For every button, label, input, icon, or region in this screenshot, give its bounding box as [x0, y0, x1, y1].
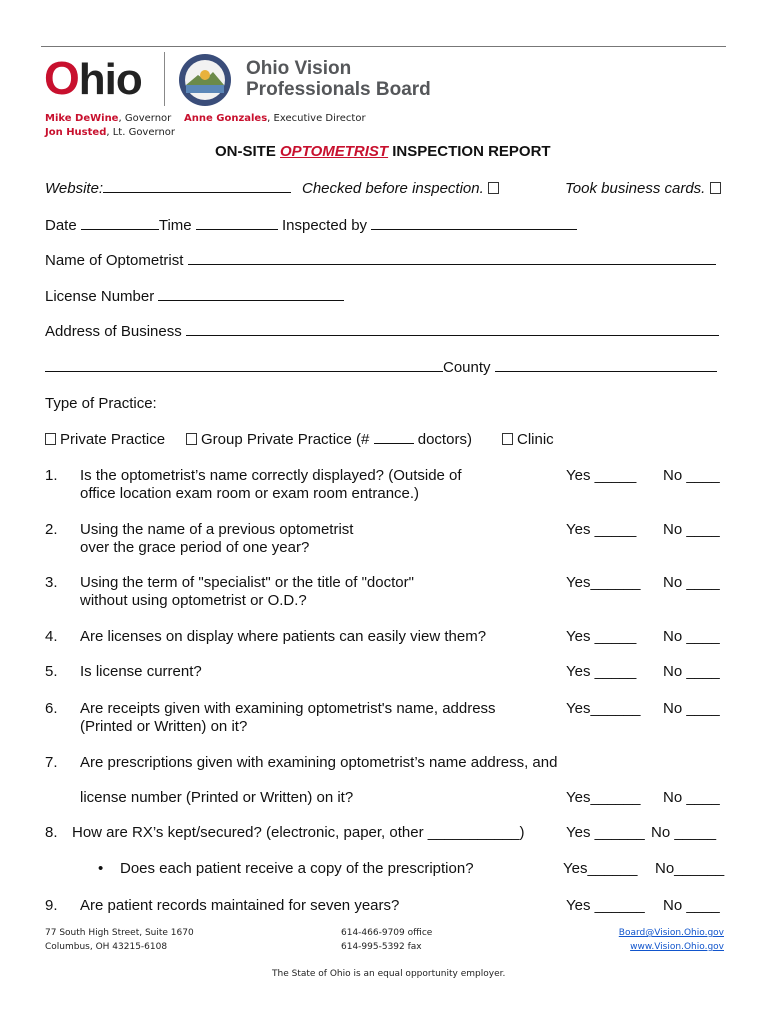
title-highlight: OPTOMETRIST: [280, 143, 389, 160]
question-number: 8.: [45, 824, 58, 841]
county-label: County: [443, 359, 491, 376]
date-time-row: [45, 217, 577, 234]
question-number: 6.: [45, 700, 58, 717]
answer-yes[interactable]: Yes ______: [566, 824, 645, 841]
answer-no[interactable]: No ____: [663, 897, 720, 914]
answer-yes[interactable]: Yes______: [563, 860, 638, 877]
question-text: Using the name of a previous optometrist: [80, 521, 354, 538]
board-name-line1: Ohio Vision: [246, 58, 352, 79]
answer-yes[interactable]: Yes _____: [566, 663, 637, 680]
answer-yes[interactable]: Yes______: [566, 789, 641, 806]
governor-title: , Governor: [118, 113, 172, 124]
clinic-option[interactable]: Clinic: [502, 431, 554, 448]
footer-phone: [341, 926, 432, 954]
footer-eeo-statement: The State of Ohio is an equal opportunity employer.: [272, 969, 506, 979]
website-field[interactable]: [103, 192, 291, 193]
question-text-continued: (Printed or Written) on it?: [80, 718, 248, 735]
director-title: , Executive Director: [267, 113, 366, 124]
footer-address: [45, 926, 194, 954]
answer-no[interactable]: No ____: [663, 789, 720, 806]
governor-line: [45, 113, 171, 124]
footer-address-line1: 77 South High Street, Suite 1670: [45, 928, 194, 938]
question-text: Is the optometrist’s name correctly displayed? (Outside of: [80, 467, 462, 484]
cards-checkbox[interactable]: [710, 182, 721, 194]
date-field[interactable]: [81, 229, 159, 230]
private-checkbox[interactable]: [45, 433, 56, 445]
question-text: Are patient records maintained for seven years?: [80, 897, 400, 914]
website-label: Website:: [45, 180, 291, 197]
question-number: 5.: [45, 663, 58, 680]
address-row: [45, 323, 719, 340]
answer-no[interactable]: No ____: [663, 574, 720, 591]
address-label: Address of Business: [45, 323, 182, 340]
question-number: •: [98, 860, 104, 877]
group-checkbox[interactable]: [186, 433, 197, 445]
lt-governor-title: , Lt. Governor: [106, 127, 176, 138]
address-field[interactable]: [186, 335, 719, 336]
title-suffix: INSPECTION REPORT: [388, 143, 551, 160]
answer-no[interactable]: No ____: [663, 467, 720, 484]
time-field[interactable]: [196, 229, 278, 230]
answer-no[interactable]: No ____: [663, 628, 720, 645]
question-number: 1.: [45, 467, 58, 484]
answer-yes[interactable]: Yes _____: [566, 521, 637, 538]
header-rule: [41, 46, 726, 47]
answer-yes[interactable]: Yes _____: [566, 467, 637, 484]
answer-yes[interactable]: Yes _____: [566, 628, 637, 645]
question-text: Are licenses on display where patients can easily view them?: [80, 628, 487, 645]
answer-no[interactable]: No _____: [651, 824, 717, 841]
question-text-continued: office location exam room or exam room entrance.): [80, 485, 420, 502]
answer-yes[interactable]: Yes ______: [566, 897, 645, 914]
answer-yes[interactable]: Yes______: [566, 574, 641, 591]
optometrist-name-label: Name of Optometrist: [45, 252, 184, 269]
header-divider: [164, 52, 165, 106]
director-name: Anne Gonzales: [184, 113, 268, 124]
answer-no[interactable]: No ____: [663, 521, 720, 538]
answer-yes[interactable]: Yes______: [566, 700, 641, 717]
group-practice-option[interactable]: Group Private Practice (# doctors): [186, 431, 472, 448]
lt-governor-line: [45, 127, 175, 138]
state-seal-icon: [178, 53, 232, 107]
time-label: Time: [158, 217, 192, 234]
address-line2-field[interactable]: [45, 371, 443, 372]
footer-email-link[interactable]: Board@Vision.Ohio.gov: [618, 928, 724, 938]
ohio-logo: Ohio: [44, 52, 142, 104]
clinic-checkbox[interactable]: [502, 433, 513, 445]
checked-checkbox[interactable]: [488, 182, 499, 194]
license-number-label: License Number: [45, 288, 155, 305]
date-label: Date: [45, 217, 77, 234]
answer-no[interactable]: No ____: [663, 663, 720, 680]
board-name-line2: Professionals Board: [246, 79, 431, 100]
type-of-practice-label: Type of Practice:: [45, 395, 157, 412]
lt-governor-name: Jon Husted: [45, 127, 107, 138]
answer-no[interactable]: No______: [655, 860, 725, 877]
question-number: 7.: [45, 754, 58, 771]
question-text: Are prescriptions given with examining optometrist’s name address, and: [80, 754, 558, 771]
question-number: 2.: [45, 521, 58, 538]
doctors-count-field[interactable]: [374, 443, 414, 444]
question-text: Are receipts given with examining optometrist's name, address: [80, 700, 496, 717]
question-text-continued: license number (Printed or Written) on it?: [80, 789, 354, 806]
question-number: 4.: [45, 628, 58, 645]
question-text: Does each patient receive a copy of the prescription?: [120, 860, 474, 877]
optometrist-name-field[interactable]: [188, 264, 716, 265]
footer-address-line2: Columbus, OH 43215-6108: [45, 942, 168, 952]
report-title: [215, 143, 551, 160]
footer-phone-office: 614-466-9709 office: [341, 928, 433, 938]
footer-phone-fax: 614-995-5392 fax: [341, 942, 422, 952]
question-text: How are RX’s kept/secured? (electronic, paper, other ___________): [72, 824, 525, 841]
license-number-field[interactable]: [158, 300, 344, 301]
footer-contact: [619, 926, 724, 954]
inspected-by-field[interactable]: [371, 229, 577, 230]
question-text-continued: over the grace period of one year?: [80, 539, 310, 556]
director-line: [184, 113, 366, 124]
license-number-row: [45, 288, 344, 305]
question-text: Using the term of "specialist" or the title of "doctor": [80, 574, 414, 591]
county-field[interactable]: [495, 371, 717, 372]
question-number: 3.: [45, 574, 58, 591]
title-prefix: ON-SITE: [215, 143, 281, 160]
answer-no[interactable]: No ____: [663, 700, 720, 717]
checked-before-inspection: Checked before inspection.: [302, 180, 503, 197]
inspected-by-label: Inspected by: [281, 217, 368, 234]
question-number: 9.: [45, 897, 58, 914]
took-business-cards: Took business cards.: [565, 180, 725, 197]
county-row: [45, 359, 717, 376]
question-text-continued: without using optometrist or O.D.?: [80, 592, 307, 609]
optometrist-name-row: [45, 252, 716, 269]
governor-name: Mike DeWine: [45, 113, 119, 124]
question-text: Is license current?: [80, 663, 202, 680]
footer-website-link[interactable]: www.Vision.Ohio.gov: [630, 942, 724, 952]
private-practice-option[interactable]: Private Practice: [45, 431, 165, 448]
board-name: [246, 58, 431, 100]
